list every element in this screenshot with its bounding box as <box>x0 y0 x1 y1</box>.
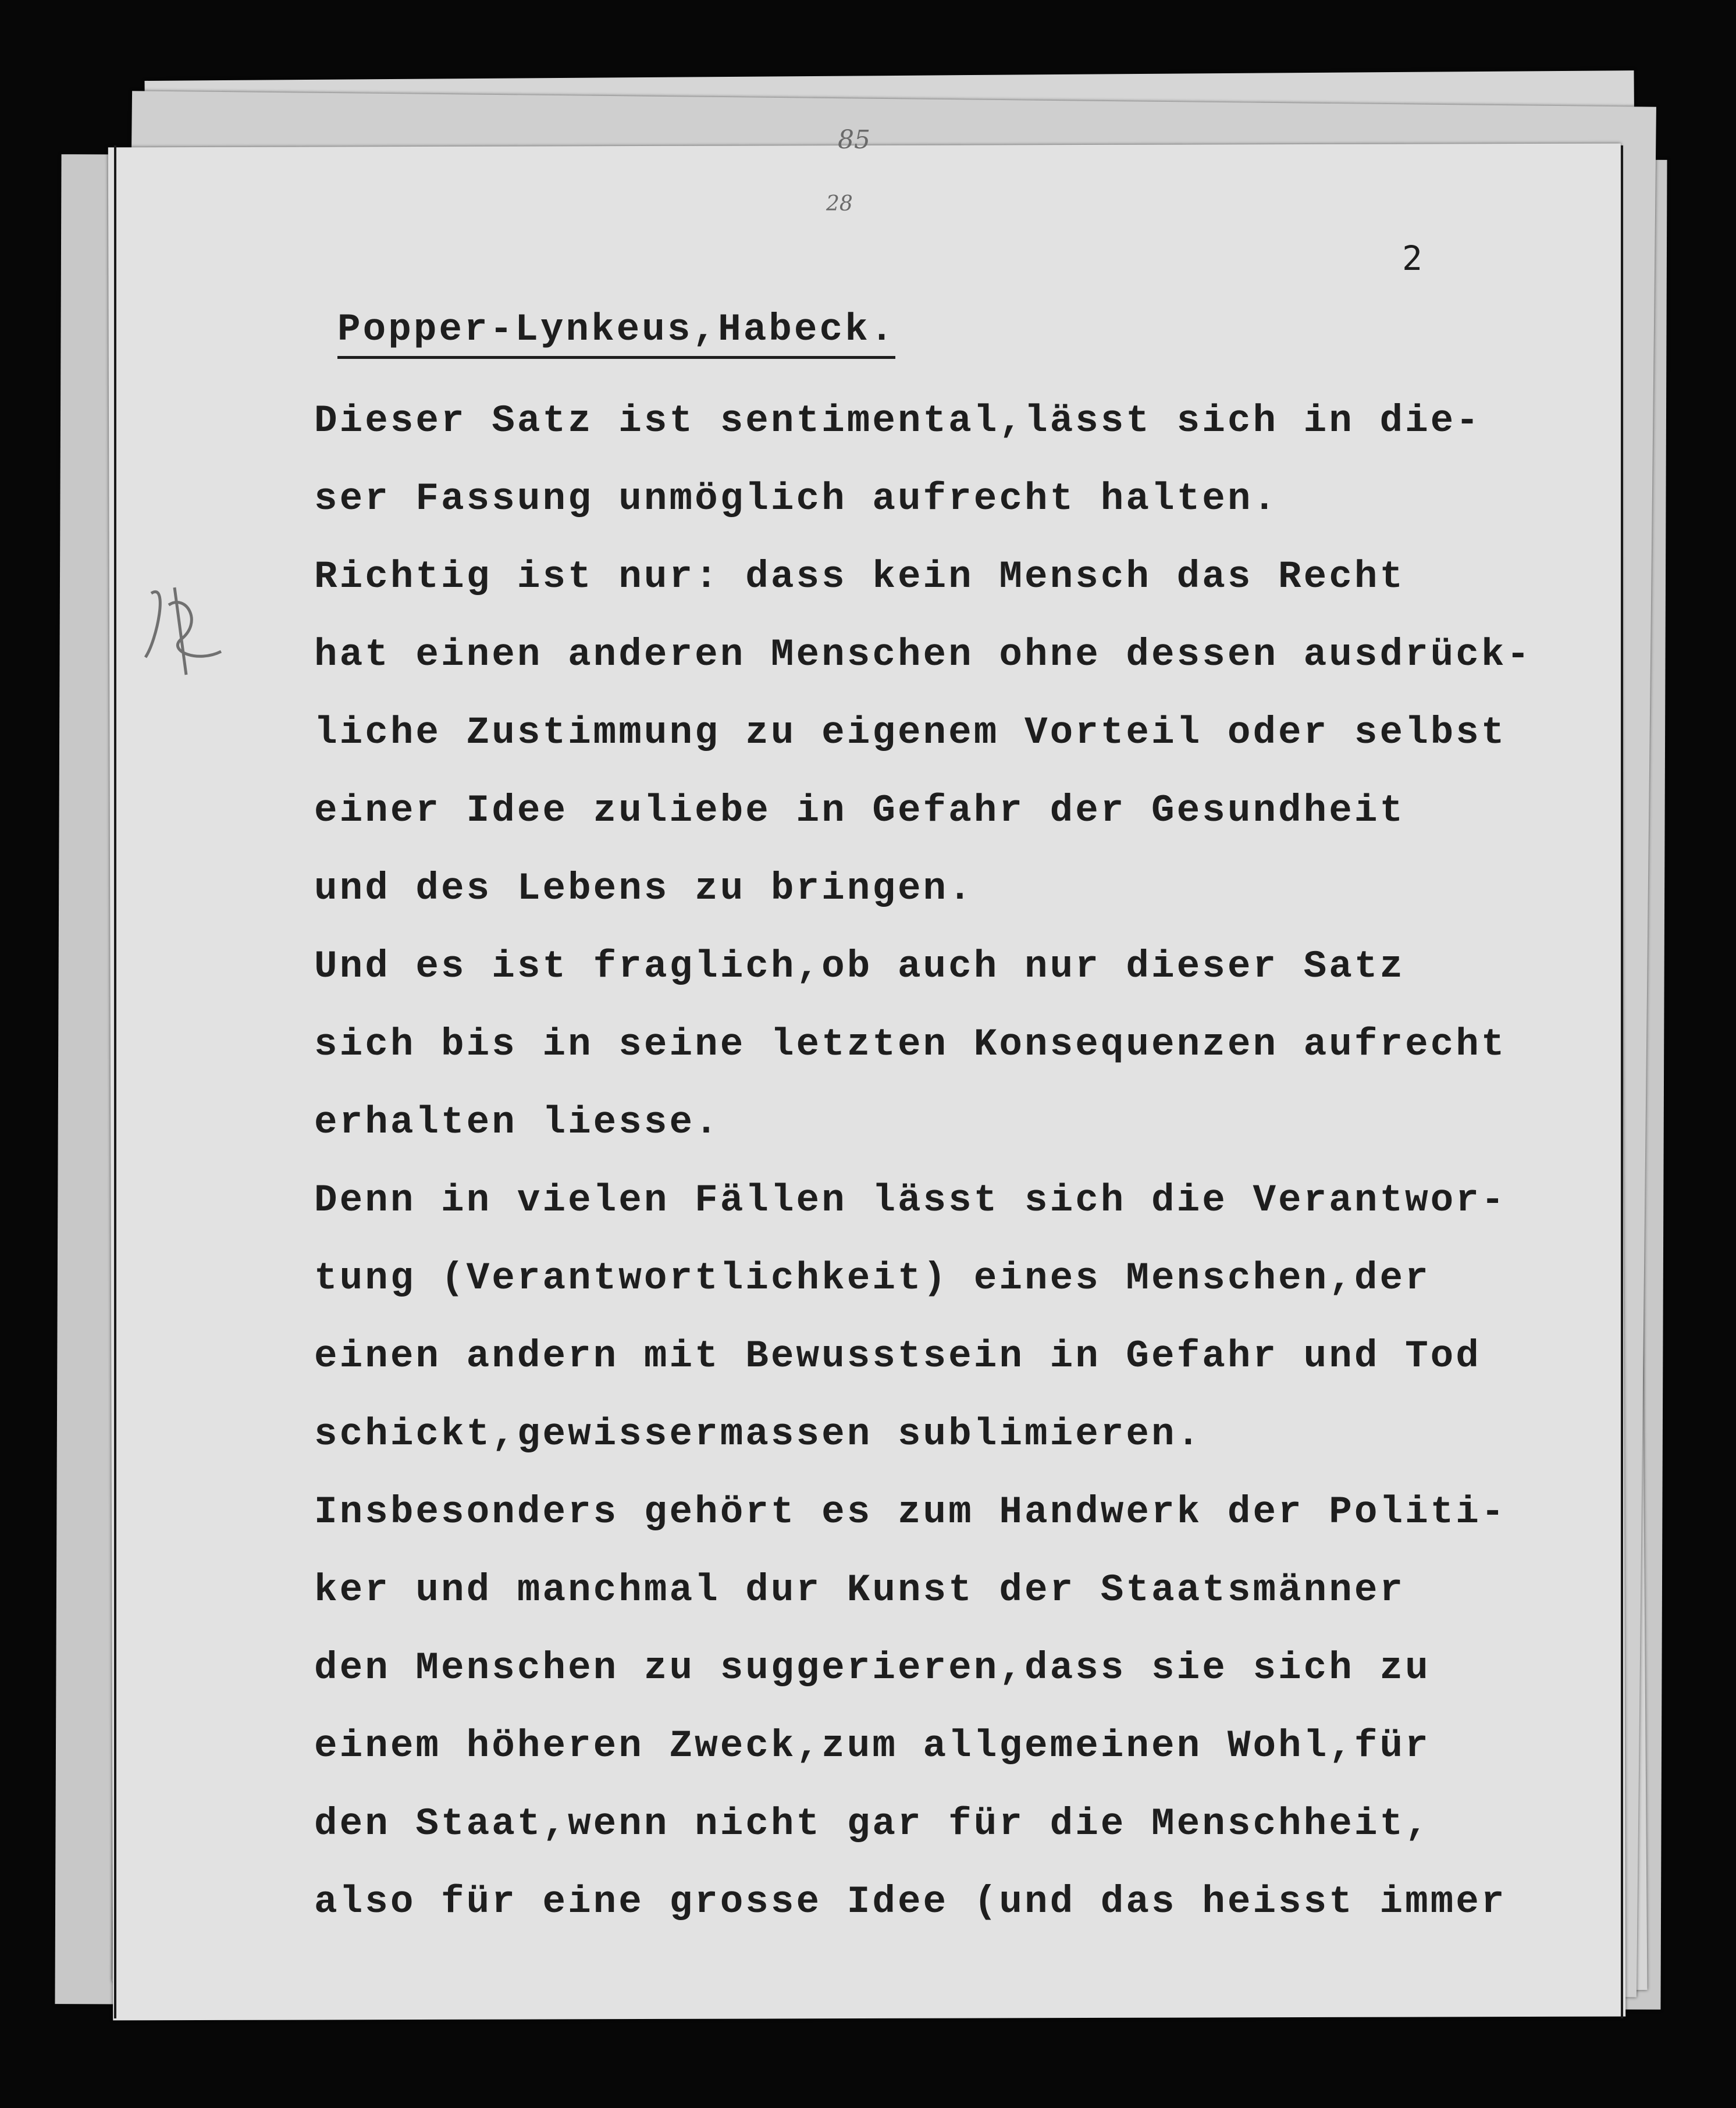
text-line: einer Idee zuliebe in Gefahr der Gesundheit <box>314 789 1406 832</box>
page-heading: Popper-Lynkeus,Habeck. <box>337 304 895 359</box>
text-line: ser Fassung unmöglich aufrecht halten. <box>314 477 1279 521</box>
text-line: einen andern mit Bewusstsein in Gefahr und Tod <box>314 1334 1481 1378</box>
text-line: also für eine grosse Idee (und das heisst immer <box>314 1880 1507 1924</box>
sheet-edge <box>1621 145 1623 2018</box>
text-line: schickt,gewissermassen sublimieren. <box>314 1412 1203 1456</box>
text-line: sich bis in seine letzten Konsequenzen aufrecht <box>314 1023 1507 1066</box>
sheet-edge <box>114 145 116 2018</box>
text-line: einem höheren Zweck,zum allgemeinen Wohl,für <box>314 1724 1431 1768</box>
text-line: hat einen anderen Menschen ohne dessen ausdrück- <box>314 633 1532 676</box>
text-line: den Menschen zu suggerieren,dass sie sich zu <box>314 1646 1431 1690</box>
text-line: den Staat,wenn nicht gar für die Menschheit, <box>314 1802 1431 1846</box>
text-line: Dieser Satz ist sentimental,lässt sich in die- <box>314 399 1481 443</box>
page-number: 2 <box>1402 238 1422 278</box>
text-line: liche Zustimmung zu eigenem Vorteil oder selbst <box>314 711 1507 754</box>
text-line: erhalten liesse. <box>314 1101 720 1144</box>
text-line: ker und manchmal dur Kunst der Staatsmänner <box>314 1568 1406 1612</box>
text-line: Und es ist fraglich,ob auch nur dieser Satz <box>314 945 1406 988</box>
pencil-folio-number: 85 <box>838 125 870 155</box>
typed-text-body <box>314 291 1594 1941</box>
text-line: und des Lebens zu bringen. <box>314 867 974 910</box>
text-line: tung (Verantwortlichkeit) eines Menschen,der <box>314 1256 1431 1300</box>
text-line: Denn in vielen Fällen lässt sich die Verantwor- <box>314 1178 1507 1222</box>
text-line: Richtig ist nur: dass kein Mensch das Recht <box>314 555 1406 599</box>
margin-scribble-icon <box>134 570 233 686</box>
text-line: Insbesonders gehört es zum Handwerk der Politi- <box>314 1490 1507 1534</box>
pencil-secondary-number: 28 <box>826 192 853 216</box>
